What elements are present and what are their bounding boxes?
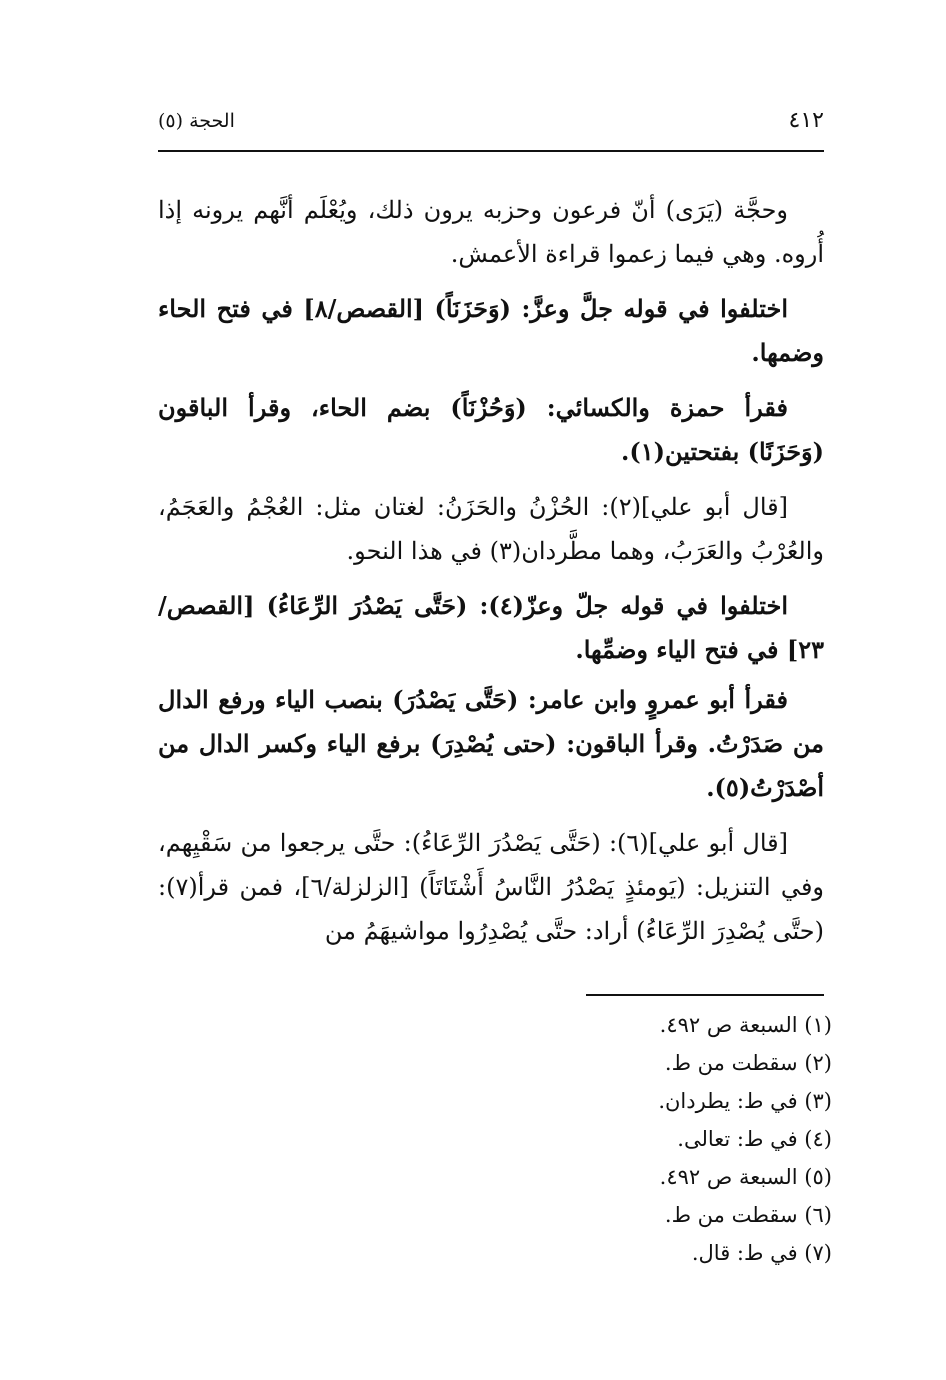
paragraph: اختلفوا في قوله جلَّ وعزَّ: (وَحَزَنَاً) [القصص/٨] في فتح الحاء وضمها. (158, 294, 824, 367)
footnote-item: (٢) سقطت من ط. (664, 1051, 832, 1075)
paragraph: اختلفوا في قوله جلّ وعزّ(٤): (حَتَّى يَصْدُرَ الرِّعَاءُ) [القصص/٢٣] في فتح الياء وضمِّها. (158, 591, 824, 664)
footnotes-list (432, 1006, 832, 1272)
paragraph: [قال أبو علي](٢): الحُزْنُ والحَزَنُ: لغتان مثل: العُجْمُ والعَجَمُ، والعُرْبُ والعَرَبُ، وهما مطَّردان(٣) في هذا النحو. (158, 493, 824, 565)
header-rule (158, 150, 824, 152)
main-text (158, 188, 824, 964)
paragraph: [قال أبو علي](٦): (حَتَّى يَصْدُرَ الرِّعَاءُ): حتَّى يرجعوا من سَقْيِهم، وفي التنزيل: (يَومئذٍ يَصْدُرُ النَّاسُ أَشْتَاتَاً) [الزلزلة/٦]، فمن قرأ(٧): (حتَّى يُصْدِرَ الرِّعَاءُ) أراد: حتَّى يُصْدِرُوا مواشيهَمُ من (158, 829, 824, 945)
footnote-separator (586, 994, 824, 996)
footnote-item: (٦) سقطت من ط. (664, 1203, 832, 1227)
footnote-item: (٤) في ط: تعالى. (677, 1127, 832, 1151)
paragraph: فقرأ حمزة والكسائي: (وَحُزْنَاً) بضم الحاء، وقرأ الباقون (وَحَزَنًا) بفتحتين(١). (158, 393, 824, 466)
page-header (158, 108, 824, 140)
paragraph: فقرأ أبو عمروٍ وابن عامر: (حَتَّى يَصْدُرَ) بنصب الياء ورفع الدال من صَدَرْتُ. وقرأ الباقون: (حتى يُصْدِرَ) برفع الياء وكسر الدال من أصْدَرْتُ(٥). (158, 685, 824, 802)
page-number: ٤١٢ (788, 108, 824, 133)
running-title: الحجة (٥) (158, 110, 235, 132)
footnote-item: (١) السبعة ص ٤٩٢. (659, 1013, 832, 1037)
footnote-item: (٥) السبعة ص ٤٩٢. (659, 1165, 832, 1189)
footnote-item: (٣) في ط: يطردان. (658, 1089, 832, 1113)
footnote-item: (٧) في ط: قال. (691, 1241, 832, 1265)
paragraph: وحجَّة (يَرَى) أنّ فرعون وحزبه يرون ذلك، ويُعْلَم أنَّهم يرونه إذا أُروه. وهي فيما زعموا قراءة الأعمش. (158, 196, 824, 268)
